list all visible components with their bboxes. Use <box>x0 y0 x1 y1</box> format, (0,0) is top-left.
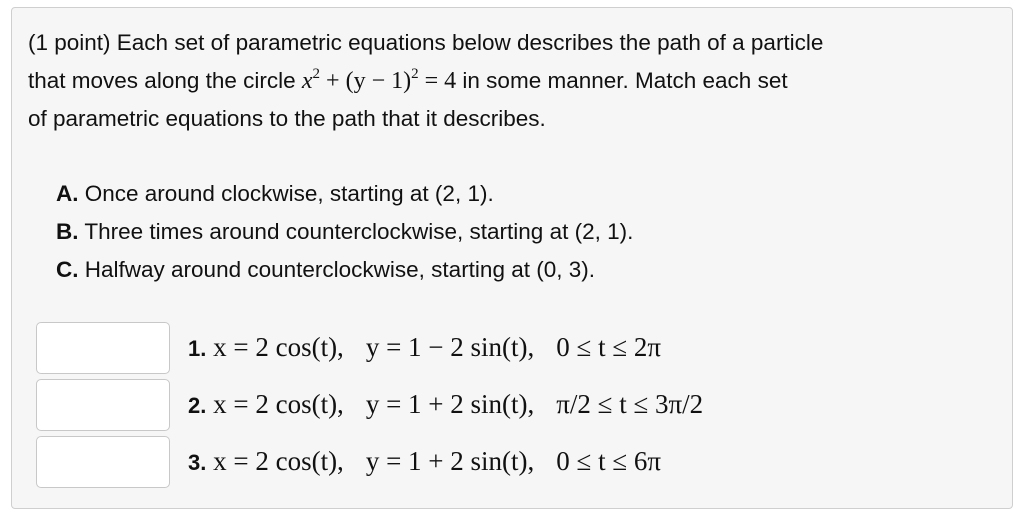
prompt-line-1: (1 point) Each set of parametric equations below describes the path of a particle <box>28 30 824 55</box>
choice-text: Once around clockwise, starting at (2, 1). <box>84 181 494 206</box>
problem-prompt <box>28 24 988 138</box>
equation-1: 1. x = 2 cos(t), y = 1 − 2 sin(t), 0 ≤ t ≤ 2π <box>188 332 662 362</box>
choice-item <box>56 175 633 213</box>
choice-item <box>56 213 633 251</box>
choice-letter: A. <box>56 181 79 206</box>
choice-item <box>56 251 633 289</box>
equation-3: 3. x = 2 cos(t), y = 1 + 2 sin(t), 0 ≤ t ≤ 6π <box>188 446 662 476</box>
choice-letter: C. <box>56 257 79 282</box>
answer-input-1[interactable] <box>36 322 170 374</box>
answer-input-3[interactable] <box>36 436 170 488</box>
answer-input-2[interactable] <box>36 379 170 431</box>
problem-card <box>11 7 1013 509</box>
prompt-line-2-pre: that moves along the circle <box>28 68 302 93</box>
prompt-line-2-post: in some manner. Match each set <box>456 68 788 93</box>
choice-list <box>56 175 633 289</box>
prompt-line-3: of parametric equations to the path that it describes. <box>28 106 546 131</box>
choice-text: Three times around counterclockwise, starting at (2, 1). <box>84 219 634 244</box>
equation-2: 2. x = 2 cos(t), y = 1 + 2 sin(t), π/2 ≤ t ≤ 3π/2 <box>188 389 704 419</box>
prompt-line-2 <box>28 62 988 100</box>
choice-letter: B. <box>56 219 79 244</box>
choice-text: Halfway around counterclockwise, starting at (0, 3). <box>84 257 595 282</box>
circle-equation: $x^2 + (y - 1)^2 = 4$ <box>301 66 457 94</box>
